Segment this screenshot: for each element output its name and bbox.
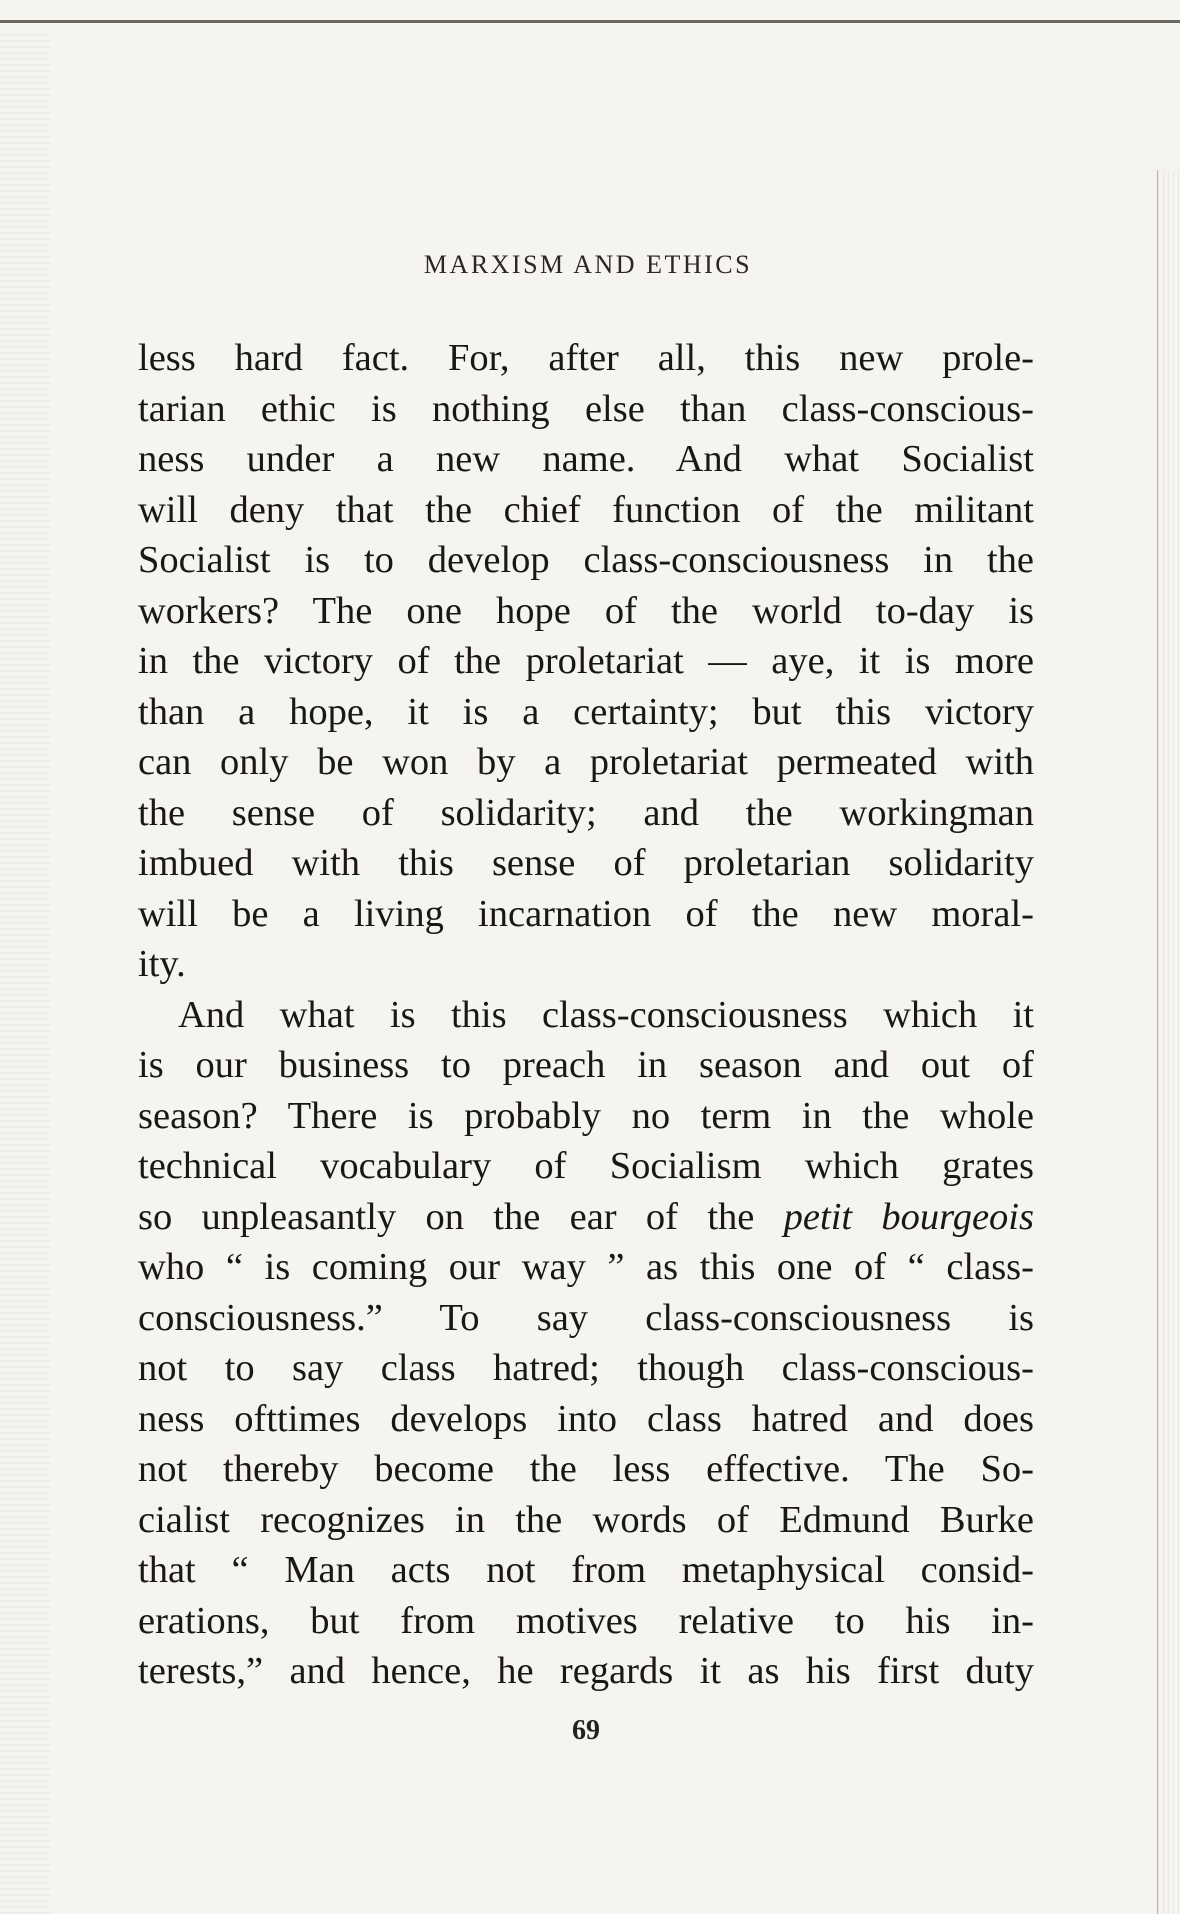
text-line: erations, but from motives relative to his in- (138, 1599, 1034, 1642)
italic-phrase: petit bourgeois (783, 1195, 1034, 1238)
text-line: will be a living incarnation of the new moral- (138, 892, 1034, 935)
text-line: will deny that the chief function of the militant (138, 488, 1034, 531)
text-line: imbued with this sense of proletarian solidarity (138, 842, 1034, 884)
top-rule (0, 20, 1180, 23)
text-line: technical vocabulary of Socialism which grates (138, 1145, 1034, 1187)
text-line: ity. (138, 943, 186, 985)
body-text (138, 333, 1034, 1697)
right-page-edge (1157, 170, 1180, 1914)
text-line: that “ Man acts not from metaphysical consid- (138, 1549, 1034, 1591)
text-line: ness ofttimes develops into class hatred and does (138, 1397, 1034, 1440)
text-line: than a hope, it is a certainty; but this victory (138, 690, 1034, 733)
text-line: consciousness.” To say class-consciousness is (138, 1296, 1034, 1339)
text-line: who “ is coming our way ” as this one of “ class- (138, 1246, 1034, 1288)
text-line: season? There is probably no term in the whole (138, 1094, 1034, 1137)
text-line: cialist recognizes in the words of Edmund Burke (138, 1498, 1034, 1541)
left-page-edge (0, 30, 50, 1914)
text-line: ness under a new name. And what Socialist (138, 438, 1034, 480)
text-line: is our business to preach in season and out of (138, 1044, 1034, 1086)
text-line: tarian ethic is nothing else than class-conscious- (138, 387, 1034, 430)
text-line: And what is this class-consciousness which it (178, 993, 1034, 1036)
text-line: workers? The one hope of the world to-day is (138, 589, 1034, 632)
text-line-with-italic (138, 1192, 1034, 1243)
running-head: MARXISM AND ETHICS (423, 250, 753, 279)
text-line: the sense of solidarity; and the workingman (138, 791, 1034, 834)
text-line: less hard fact. For, after all, this new prole- (138, 337, 1034, 379)
text-line: can only be won by a proletariat permeated with (138, 741, 1034, 783)
text-line: in the victory of the proletariat — aye, it is more (138, 640, 1034, 682)
text-segment: so unpleasantly on the ear of the (138, 1195, 784, 1238)
text-line: not to say class hatred; though class-conscious- (138, 1347, 1034, 1389)
page-number: 69 (572, 1715, 600, 1746)
text-line: terests,” and hence, he regards it as his first duty (138, 1650, 1034, 1692)
text-line: not thereby become the less effective. The So- (138, 1448, 1034, 1490)
text-line: Socialist is to develop class-consciousness in the (138, 539, 1034, 581)
